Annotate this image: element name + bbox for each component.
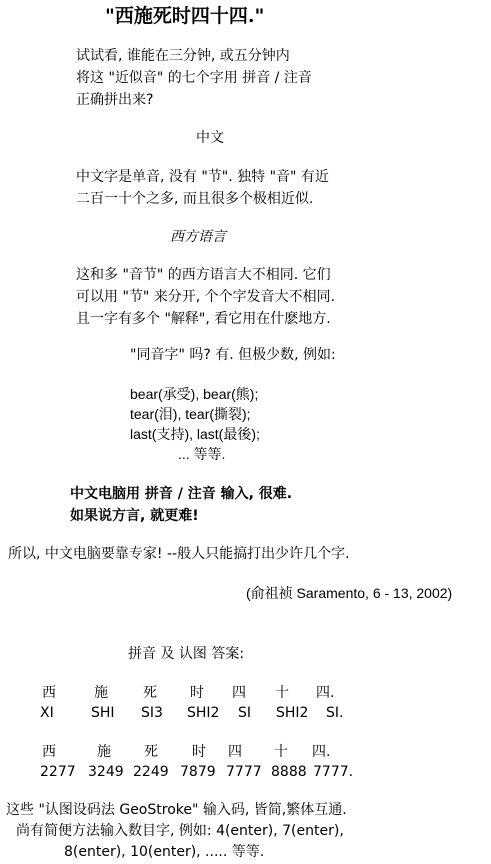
homophone-example-bear: bear(承受), bear(熊);: [130, 386, 259, 402]
footer-line-3: 8(enter), 10(enter), ..... 等等.: [64, 844, 265, 860]
answer-char-5: 四: [232, 685, 246, 701]
homophone-example-last: last(支持), last(最後);: [130, 426, 260, 442]
answer-char-6: 十: [275, 685, 289, 701]
homophone-example-etc: ... 等等.: [178, 446, 226, 462]
answer-char-7: 四.: [316, 685, 335, 701]
chinese-line-1: 中文字是单音, 没有 "节". 独特 "音" 有近: [76, 169, 329, 185]
homophone-example-tear: tear(泪), tear(撕裂);: [130, 406, 251, 422]
answer-char2-7: 四.: [312, 744, 331, 760]
computer-line-1: 中文电脑用 拼音 / 注音 输入, 很难.: [70, 486, 293, 502]
answer-char-1: 西: [42, 685, 56, 701]
answer-char2-5: 四: [228, 744, 242, 760]
answers-heading: 拼音 及 认图 答案:: [128, 646, 245, 662]
answer-code-1: 2277: [40, 764, 76, 780]
answer-char2-4: 时: [192, 744, 206, 760]
answer-code-5: 7777: [226, 764, 262, 780]
answer-code-2: 3249: [88, 764, 124, 780]
footer-line-2: 尚有简便方法输入数目字, 例如: 4(enter), 7(enter),: [16, 823, 344, 839]
western-line-1: 这和多 "音节" 的西方语言大不相同. 它们: [76, 267, 331, 283]
section-heading-western: 西方语言: [170, 229, 226, 245]
answer-char2-3: 死: [144, 744, 158, 760]
footer-line-1: 这些 "认图设码法 GeoStroke" 输入码, 皆简,繁体互通.: [6, 802, 347, 818]
western-line-2: 可以用 "节" 来分开, 个个字发音大不相同.: [76, 289, 336, 305]
answer-char2-6: 十: [274, 744, 288, 760]
answer-char2-1: 西: [42, 744, 56, 760]
answer-char2-2: 施: [97, 744, 111, 760]
intro-line-3: 正确拼出来?: [76, 92, 154, 108]
intro-line-2: 将这 "近似音" 的七个字用 拼音 / 注音: [76, 70, 312, 86]
answer-pinyin-1: XI: [40, 705, 54, 721]
signature: (俞祖祯 Saramento, 6 - 13, 2002): [246, 585, 453, 601]
answer-code-6: 8888: [271, 764, 307, 780]
answer-pinyin-2: SHI: [91, 705, 115, 721]
section-heading-chinese: 中文: [196, 130, 224, 146]
answer-pinyin-6: SHI2: [276, 705, 309, 721]
computer-line-2: 如果说方言, 就更难!: [70, 508, 199, 524]
conclusion: 所以, 中文电脑要靠专家! --般人只能搞打出少许几个字.: [8, 546, 350, 562]
western-line-3: 且一字有多个 "解释", 看它用在什麽地方.: [76, 311, 331, 327]
answer-pinyin-3: SI3: [141, 705, 163, 721]
answer-code-7: 7777.: [313, 764, 354, 780]
answer-pinyin-4: SHI2: [187, 705, 220, 721]
chinese-line-2: 二百一十个之多, 而且很多个极相近似.: [76, 191, 314, 207]
answer-char-2: 施: [94, 685, 108, 701]
answer-pinyin-7: SI.: [326, 705, 344, 721]
answer-code-3: 2249: [133, 764, 169, 780]
answer-code-4: 7879: [180, 764, 216, 780]
homophone-question: "同音字" 吗? 有. 但极少数, 例如:: [130, 347, 336, 363]
page-title: "西施死时四十四.": [105, 5, 265, 27]
answer-char-3: 死: [143, 685, 157, 701]
answer-char-4: 时: [190, 685, 204, 701]
intro-line-1: 试试看, 谁能在三分钟, 或五分钟内: [76, 48, 290, 64]
answer-pinyin-5: SI: [238, 705, 252, 721]
